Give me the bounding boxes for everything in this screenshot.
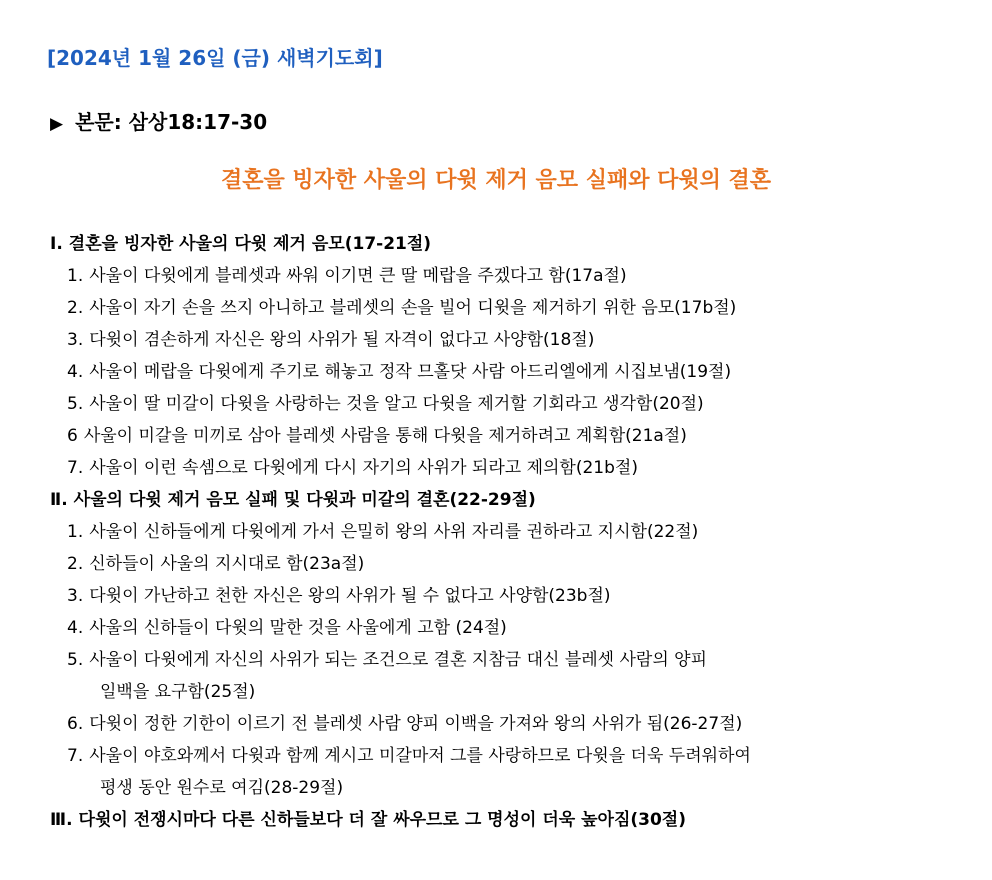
item-number: 6. — [67, 714, 84, 734]
item-number: 5. — [67, 394, 84, 414]
section-heading — [50, 804, 950, 836]
list-item — [50, 356, 950, 388]
list-item — [50, 260, 950, 292]
list-item — [50, 612, 950, 644]
list-item — [50, 324, 950, 356]
section-heading — [50, 484, 950, 516]
item-number: 2. — [67, 298, 84, 318]
item-text: 사울이 야호와께서 다윗과 함께 계시고 미갈마저 그를 사랑하므로 다윗을 더욱 두려워하여 — [89, 746, 751, 766]
item-text: 사울의 신하들이 다윗의 말한 것을 사울에게 고함 (24절) — [89, 618, 507, 638]
list-item — [50, 580, 950, 612]
item-number: 1. — [67, 522, 84, 542]
list-item — [50, 644, 950, 708]
scripture-line — [50, 106, 267, 135]
section-heading — [50, 228, 950, 260]
item-text: 사울이 다윗에게 자신의 사위가 되는 조건으로 결혼 지참금 대신 블레셋 사람의 양피 — [89, 650, 708, 670]
item-number: 3. — [67, 586, 84, 606]
date-title: [2024년 1월 26일 (금) 새벽기도회] — [47, 46, 383, 70]
item-number: 7. — [67, 458, 84, 478]
section-number: Ⅲ. — [50, 810, 73, 830]
item-number: 5. — [67, 650, 84, 670]
item-text: 사울이 자기 손을 쓰지 아니하고 블레셋의 손을 빌어 디윗을 제거하기 위한 음모(17b절) — [89, 298, 737, 318]
item-text: 사울이 신하들에게 다윗에게 가서 은밀히 왕의 사위 자리를 권하라고 지시함(22절) — [89, 522, 699, 542]
item-number: 4. — [67, 362, 84, 382]
item-number: 4. — [67, 618, 84, 638]
section-number: Ⅱ. — [50, 490, 68, 510]
item-text: 사울이 딸 미갈이 다윗을 사랑하는 것을 알고 다윗을 제거할 기회라고 생각함(20절) — [89, 394, 704, 414]
item-text-continued: 평생 동안 원수로 여김(28-29절) — [100, 778, 344, 798]
sermon-outline — [50, 228, 950, 836]
list-item — [50, 388, 950, 420]
list-item — [50, 740, 950, 804]
list-item — [50, 292, 950, 324]
scripture-text: 본문: 삼상18:17-30 — [75, 110, 268, 134]
section-number: Ⅰ. — [50, 234, 63, 254]
item-number: 3. — [67, 330, 84, 350]
section-title: 결혼을 빙자한 사울의 다윗 제거 음모(17-21절) — [68, 234, 432, 254]
list-item — [50, 516, 950, 548]
item-text: 사울이 미갈을 미끼로 삼아 블레셋 사람을 통해 다윗을 제거하려고 계획함(21a절) — [83, 426, 687, 446]
list-item — [50, 452, 950, 484]
item-text: 사울이 이런 속셈으로 다윗에게 다시 자기의 사위가 되라고 제의함(21b절) — [89, 458, 638, 478]
section-title: 다윗이 전쟁시마다 다른 신하들보다 더 잘 싸우므로 그 명성이 더욱 높아짐(30절) — [78, 810, 686, 830]
section-title: 사울의 다윗 제거 음모 실패 및 다윗과 미갈의 결혼(22-29절) — [73, 490, 536, 510]
item-number: 7. — [67, 746, 84, 766]
list-item — [50, 420, 950, 452]
item-text: 다윗이 정한 기한이 이르기 전 블레셋 사람 양피 이백을 가져와 왕의 사위가 됨(26-27절) — [89, 714, 743, 734]
sermon-title: 결혼을 빙자한 사울의 다윗 제거 음모 실패와 다윗의 결혼 — [220, 168, 772, 193]
item-number: 1. — [67, 266, 84, 286]
item-text-continued: 일백을 요구함(25절) — [100, 682, 256, 702]
item-text: 다윗이 가난하고 천한 자신은 왕의 사위가 될 수 없다고 사양함(23b절) — [89, 586, 611, 606]
item-text: 신하들이 사울의 지시대로 함(23a절) — [89, 554, 365, 574]
item-text: 사울이 메랍을 다윗에게 주기로 해놓고 정작 므홀닷 사람 아드리엘에게 시집보냄(19절) — [89, 362, 732, 382]
list-item — [50, 708, 950, 740]
item-text: 다윗이 겸손하게 자신은 왕의 사위가 될 자격이 없다고 사양함(18절) — [89, 330, 595, 350]
play-triangle-icon: ▶ — [50, 114, 64, 134]
item-text: 사울이 다윗에게 블레셋과 싸워 이기면 큰 딸 메랍을 주겠다고 함(17a절) — [89, 266, 627, 286]
list-item — [50, 548, 950, 580]
item-number: 6 — [67, 426, 78, 446]
item-number: 2. — [67, 554, 84, 574]
